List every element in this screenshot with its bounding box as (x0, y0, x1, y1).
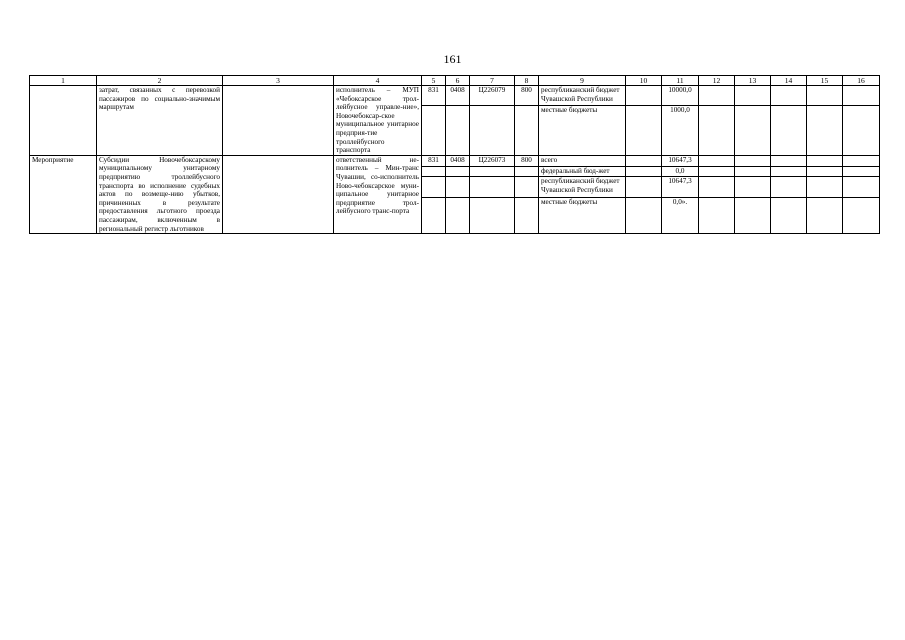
empty-cell (807, 86, 843, 106)
type-cell: Мероприятие (30, 155, 97, 233)
empty-cell (626, 198, 662, 234)
executor-cell: ответственный не-полнитель – Мин-транс Чувашии, со-исполнитель Ново-чебоксарское муни-ципальное унитарное предприятие трол-лейбусного транс-порта (334, 155, 422, 233)
empty-cell (843, 155, 880, 166)
code-cell (515, 177, 539, 198)
code-cell (515, 105, 539, 155)
empty-cell (807, 198, 843, 234)
code-cell (422, 198, 446, 234)
empty-cell (699, 105, 735, 155)
amount-cell: 0,0 (662, 166, 699, 177)
table-row (30, 86, 880, 106)
description-cell: затрат, связанных с перевозкой пассажиров по социально-значимым маршрутам (97, 86, 223, 156)
code-cell (470, 166, 515, 177)
col-header: 12 (699, 76, 735, 86)
source-cell: местные бюджеты (539, 105, 626, 155)
col-header: 16 (843, 76, 880, 86)
code-cell (422, 166, 446, 177)
code-cell (470, 105, 515, 155)
executor-cell: исполнитель – МУП «Чебоксарское трол-лейбусное управле-ние», Новочебоксар-ское муниципальное унитарное предприя-тие троллейбусного транспорта (334, 86, 422, 156)
empty-cell (626, 155, 662, 166)
code-cell (446, 177, 470, 198)
code-cell (446, 166, 470, 177)
empty-cell (843, 198, 880, 234)
empty-cell (223, 86, 334, 156)
empty-cell (843, 86, 880, 106)
empty-cell (843, 166, 880, 177)
amount-cell: 10000,0 (662, 86, 699, 106)
col-header: 5 (422, 76, 446, 86)
code-cell (470, 177, 515, 198)
col-header: 11 (662, 76, 699, 86)
col-header: 1 (30, 76, 97, 86)
empty-cell (843, 105, 880, 155)
empty-cell (735, 198, 771, 234)
col-header: 3 (223, 76, 334, 86)
code-cell (470, 198, 515, 234)
empty-cell (735, 166, 771, 177)
empty-cell (735, 177, 771, 198)
code-cell: 0408 (446, 86, 470, 106)
amount-cell: 1000,0 (662, 105, 699, 155)
col-header: 15 (807, 76, 843, 86)
col-header: 13 (735, 76, 771, 86)
col-header: 14 (771, 76, 807, 86)
empty-cell (626, 105, 662, 155)
header-row (30, 76, 880, 86)
code-cell: 800 (515, 86, 539, 106)
empty-cell (699, 155, 735, 166)
empty-cell (626, 177, 662, 198)
empty-cell (771, 166, 807, 177)
empty-cell (699, 86, 735, 106)
code-cell: 831 (422, 86, 446, 106)
col-header: 10 (626, 76, 662, 86)
code-cell (446, 105, 470, 155)
source-cell: местные бюджеты (539, 198, 626, 234)
code-cell: 800 (515, 155, 539, 166)
col-header: 9 (539, 76, 626, 86)
code-cell (422, 177, 446, 198)
code-cell: Ц226079 (470, 86, 515, 106)
empty-cell (699, 177, 735, 198)
empty-cell (699, 166, 735, 177)
empty-cell (699, 198, 735, 234)
source-cell: республиканский бюджет Чувашской Республики (539, 86, 626, 106)
code-cell (446, 198, 470, 234)
empty-cell (807, 177, 843, 198)
code-cell (422, 105, 446, 155)
col-header: 8 (515, 76, 539, 86)
col-header: 7 (470, 76, 515, 86)
amount-cell: 10647,3 (662, 155, 699, 166)
col-header: 2 (97, 76, 223, 86)
table-row (30, 155, 880, 166)
empty-cell (223, 155, 334, 233)
code-cell: 831 (422, 155, 446, 166)
source-cell: всего (539, 155, 626, 166)
empty-cell (771, 177, 807, 198)
page-number: 161 (443, 52, 462, 66)
col-header: 6 (446, 76, 470, 86)
code-cell (515, 166, 539, 177)
type-cell (30, 86, 97, 156)
empty-cell (843, 177, 880, 198)
source-cell: федеральный бюд-жет (539, 166, 626, 177)
empty-cell (626, 86, 662, 106)
code-cell (515, 198, 539, 234)
col-header: 4 (334, 76, 422, 86)
amount-cell: 10647,3 (662, 177, 699, 198)
code-cell: 0408 (446, 155, 470, 166)
source-cell: республиканский бюджет Чувашской Республики (539, 177, 626, 198)
empty-cell (771, 86, 807, 106)
code-cell: Ц226073 (470, 155, 515, 166)
amount-cell: 0,0». (662, 198, 699, 234)
empty-cell (771, 155, 807, 166)
empty-cell (626, 166, 662, 177)
empty-cell (771, 198, 807, 234)
empty-cell (807, 155, 843, 166)
empty-cell (735, 155, 771, 166)
empty-cell (807, 105, 843, 155)
budget-table (29, 75, 880, 234)
description-cell: Субсидии Новочебоксарскому муниципальному унитарному предприятию троллейбусного транспорта во исполнение судебных актов по возмеще-нию убытков, причиненных в результате предоставления льготного проезда пассажирам, включенным в региональный регистр льготников (97, 155, 223, 233)
empty-cell (735, 105, 771, 155)
empty-cell (735, 86, 771, 106)
empty-cell (771, 105, 807, 155)
empty-cell (807, 166, 843, 177)
